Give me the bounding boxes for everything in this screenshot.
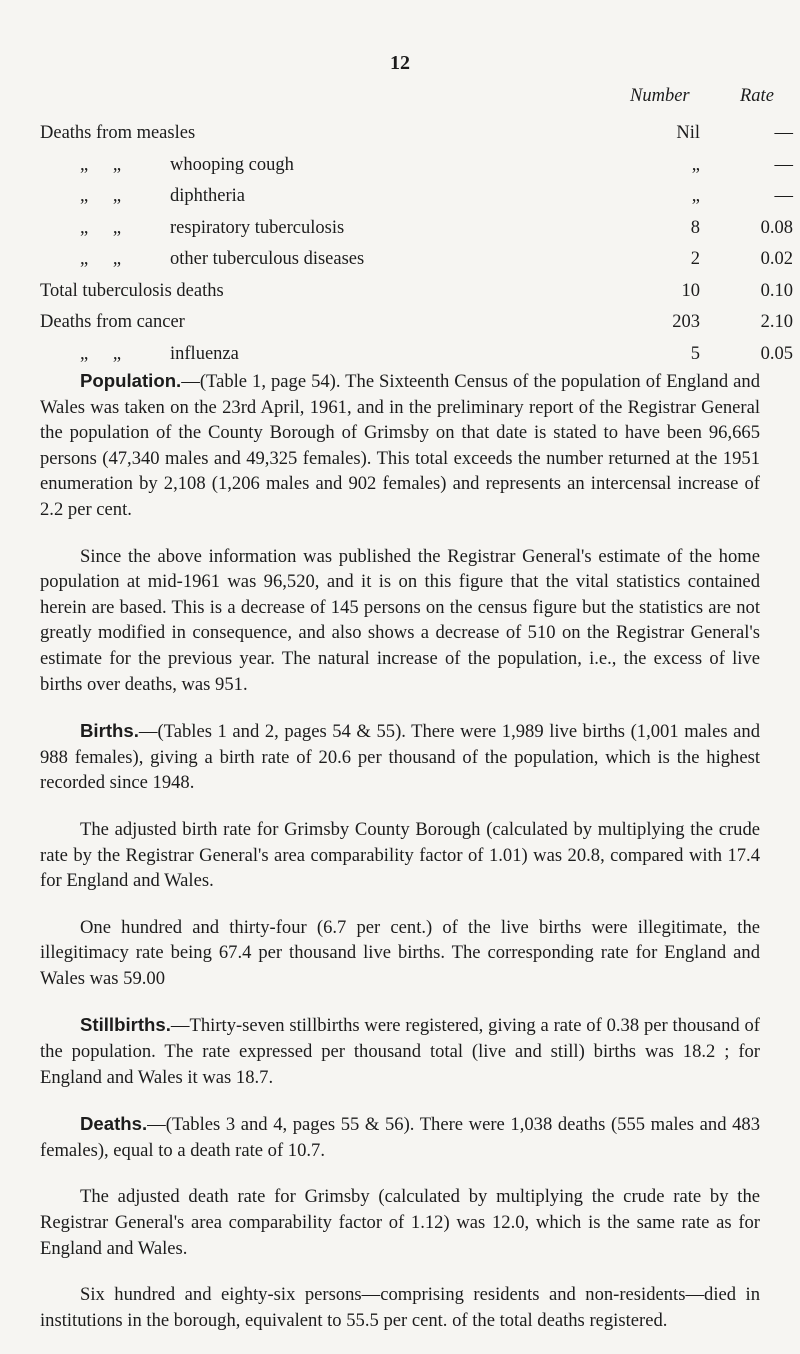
row-label: whooping cough — [170, 154, 294, 175]
row-rate: — — [774, 186, 793, 206]
row-rate: — — [774, 123, 793, 143]
row-number: „ — [691, 186, 700, 206]
row-label: other tuberculous diseases — [170, 249, 365, 269]
row-number: 8 — [690, 217, 700, 238]
paragraph-institutions — [40, 1282, 760, 1333]
ditto-marks: „ „ — [80, 154, 132, 175]
paragraph-population — [40, 368, 760, 523]
row-number: 10 — [681, 280, 700, 301]
row-rate: 0.02 — [760, 249, 793, 269]
paragraph-text: Since the above information was published the Registrar General's estimate of the home population at mid-1961 was 96,520, and it is on this figure that the vital statistics contained herein are based. This is a decrease of 145 persons on the census figure but the statistics are not greatly modified in consequence, and also shows a decrease of 510 on the Registrar General's estimate for the previous year. The natural increase of the population, i.e., the excess of live births over deaths, was 951. — [40, 545, 760, 695]
paragraph-heading: Deaths. — [80, 1113, 148, 1135]
paragraph-births — [40, 718, 760, 796]
table-row — [40, 118, 793, 150]
table-header — [40, 86, 774, 118]
paragraph-text: One hundred and thirty-four (6.7 per cent.) of the live births were illegitimate, the illegitimacy rate being 67.4 per thousand live births. The corresponding rate for England and Wales was 59.00 — [40, 916, 760, 989]
paragraph-illegitimacy — [40, 915, 760, 992]
paragraph-heading: Stillbirths. — [80, 1014, 171, 1036]
paragraph-text: —(Tables 3 and 4, pages 55 & 56). There were 1,038 deaths (555 males and 483 females), equal to a death rate of 10.7. — [40, 1114, 760, 1161]
row-number: Nil — [676, 123, 700, 143]
table-row — [40, 339, 793, 371]
row-number: „ — [691, 154, 700, 175]
mortality-table — [40, 86, 793, 370]
row-label: Total tuberculosis deaths — [40, 280, 224, 301]
row-label: Deaths from cancer — [40, 312, 185, 332]
paragraph-stillbirths — [40, 1012, 760, 1090]
paragraph-text: The adjusted death rate for Grimsby (calculated by multiplying the crude rate by the Registrar General's area comparability factor of 1.12) was 12.0, which is the same rate as for England and Wales. — [40, 1186, 760, 1259]
paragraph-text: —(Tables 1 and 2, pages 54 & 55). There were 1,989 live births (1,001 males and 988 females), giving a birth rate of 20.6 per thousand of the population, which is the highest recorded since 1948. — [40, 721, 760, 794]
paragraph-adjusted-birth-rate — [40, 817, 760, 894]
paragraph-text: —(Table 1, page 54). The Sixteenth Census of the population of England and Wales was taken on the 23rd April, 1961, and in the preliminary report of the Registrar General the population of the County Borough of Grimsby on that date is stated to have been 96,665 persons (47,340 males and 49,325 females). This total exceeds the number returned at the 1951 enumeration by 2,108 (1,206 males and 902 females) and represents an intercensal increase of 2.2 per cent. — [40, 371, 760, 520]
ditto-marks: „ „ — [80, 343, 132, 364]
paragraph-text: Six hundred and eighty-six persons—comprising residents and non-residents—died in institutions in the borough, equivalent to 55.5 per cent. of the total deaths registered. — [40, 1284, 760, 1331]
page-number: 12 — [390, 52, 410, 74]
row-rate: 0.10 — [760, 280, 793, 301]
row-label: Deaths from measles — [40, 123, 196, 143]
row-rate: 2.10 — [760, 312, 793, 332]
table-row — [40, 213, 793, 245]
paragraph-text: —Thirty-seven stillbirths were registered, giving a rate of 0.38 per thousand of the population. The rate expressed per thousand total (live and still) births was 18.2 ; for England and Wales it was 18.7. — [40, 1015, 760, 1088]
table-row — [40, 181, 793, 213]
ditto-marks: „ „ — [80, 217, 132, 238]
table-row — [40, 276, 793, 308]
number-column-header: Number — [630, 86, 690, 106]
row-rate: 0.05 — [760, 343, 793, 364]
ditto-marks: „ „ — [80, 186, 132, 206]
table-row — [40, 150, 793, 182]
paragraph-estimate — [40, 544, 760, 698]
row-label: diphtheria — [170, 186, 246, 206]
rate-column-header: Rate — [740, 86, 774, 106]
paragraph-heading: Births. — [80, 720, 139, 742]
paragraph-heading: Population. — [80, 370, 182, 391]
paragraph-deaths — [40, 1111, 760, 1163]
row-number: 2 — [690, 249, 700, 269]
row-rate: 0.08 — [760, 217, 793, 238]
row-label: influenza — [170, 343, 239, 364]
row-label: respiratory tuberculosis — [170, 217, 345, 238]
paragraph-adjusted-death-rate — [40, 1184, 760, 1261]
ditto-marks: „ „ — [80, 249, 132, 269]
row-number: 203 — [672, 312, 700, 332]
row-number: 5 — [690, 343, 700, 364]
table-row — [40, 307, 793, 339]
paragraph-text: The adjusted birth rate for Grimsby County Borough (calculated by multiplying the crude rate by the Registrar General's area comparability factor of 1.01) was 20.8, compared with 17.4 for England and Wales. — [40, 818, 760, 892]
report-body — [40, 368, 760, 1354]
table-row — [40, 244, 793, 276]
row-rate: — — [774, 154, 793, 175]
